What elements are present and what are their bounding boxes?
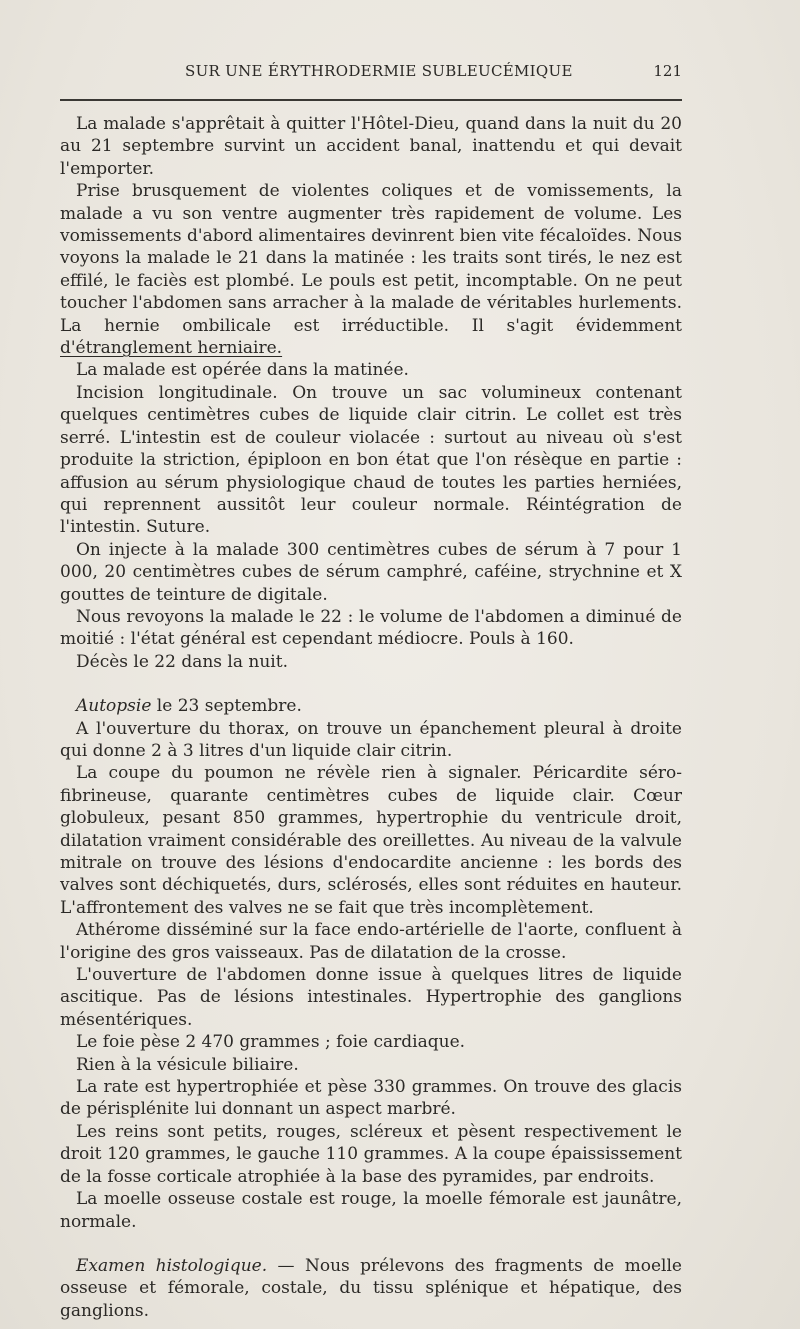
paragraph: Rien à la vésicule biliaire. bbox=[76, 1054, 299, 1075]
paragraph: Le foie pèse 2 470 grammes ; foie cardiaque. bbox=[76, 1032, 466, 1053]
paragraph bbox=[60, 180, 682, 359]
histology-label: Examen histologique. bbox=[76, 1255, 268, 1276]
paragraph: Décès le 22 dans la nuit. bbox=[76, 651, 288, 672]
autopsy-heading bbox=[60, 695, 682, 717]
paragraph: La malade s'apprêtait à quitter l'Hôtel-Dieu, quand dans la nuit du 20 au 21 septembre survint un accident banal, inattendu et qui devait l'emporter. bbox=[60, 114, 682, 179]
autopsy-label: Autopsie bbox=[76, 696, 152, 717]
histology-paragraph bbox=[60, 1255, 682, 1322]
paragraph: La coupe du poumon ne révèle rien à signaler. Péricardite séro-fibrineuse, quarante centimètres cubes de liquide clair. Cœur globuleux, pesant 850 grammes, hypertrophie du ventricule droit, dilatation vraiment considérable des oreillettes. Au niveau de la valvule mitrale on trouve des lésions d'endocardite ancienne : les bords des valves sont déchiquetés, durs, sclérosés, elles sont réduites en hauteur. L'affrontement des valves ne se fait que très incomplètement. bbox=[60, 763, 682, 918]
running-title: SUR UNE ÉRYTHRODERMIE SUBLEUCÉMIQUE bbox=[185, 62, 573, 80]
paragraph: Nous revoyons la malade le 22 : le volume de l'abdomen a diminué de moitié : l'état général est cependant médiocre. Pouls à 160. bbox=[60, 606, 682, 650]
paragraph: Les reins sont petits, rouges, scléreux et pèsent respectivement le droit 120 grammes, le gauche 110 grammes. A la coupe épaississement de la fosse corticale atrophiée à la base des pyramides, par endroits. bbox=[60, 1121, 682, 1187]
page-number: 121 bbox=[653, 62, 682, 80]
autopsy-date: le 23 septembre. bbox=[151, 696, 302, 717]
paragraph: Athérome disséminé sur la face endo-artérielle de l'aorte, confluent à l'origine des gros vaisseaux. Pas de dilatation de la crosse. bbox=[60, 920, 682, 963]
paragraph: A l'ouverture du thorax, on trouve un épanchement pleural à droite qui donne 2 à 3 litres d'un liquide clair citrin. bbox=[60, 718, 682, 761]
body-text bbox=[60, 113, 682, 1322]
histology-text: — Nous prélevons des fragments de moelle osseuse et fémorale, costale, du tissu splénique et hépatique, des ganglions. bbox=[60, 1255, 682, 1321]
paragraph: La rate est hypertrophiée et pèse 330 grammes. On trouve des glacis de périsplénite lui donnant un aspect marbré. bbox=[60, 1077, 682, 1120]
paragraph: La moelle osseuse costale est rouge, la moelle fémorale est jaunâtre, normale. bbox=[60, 1189, 682, 1232]
underlined-phrase: d'étranglement herniaire. bbox=[60, 338, 283, 359]
paragraph: On injecte à la malade 300 centimètres cubes de sérum à 7 pour 1 000, 20 centimètres cubes de sérum camphré, caféine, strychnine et X gouttes de teinture de digitale. bbox=[60, 539, 682, 605]
paragraph-text: Prise brusquement de violentes coliques et de vomissements, la malade a vu son ventre augmenter très rapidement de volume. Les vomissements d'abord alimentaires devinrent bien vite fécaloïdes. Nous voyons la malade le 21 dans la matinée : les traits sont tirés, le nez est effilé, le faciès est plombé. Le pouls est petit, incomptable. On ne peut toucher l'abdomen sans arracher à la malade de véritables hurlements. La hernie ombilicale est irréductible. Il s'agit évidemment bbox=[60, 181, 682, 336]
page-header bbox=[60, 62, 682, 86]
paragraph: Incision longitudinale. On trouve un sac volumineux contenant quelques centimètres cubes de liquide clair citrin. Le collet est très serré. L'intestin est de couleur violacée : surtout au niveau où s'est produite la striction, épiploon en bon état que l'on résèque en partie : affusion au sérum physiologique chaud de toutes les parties herniées, qui reprennent aussitôt leur couleur normale. Réintégration de l'intestin. Suture. bbox=[60, 382, 682, 538]
header-rule bbox=[60, 99, 682, 101]
paragraph: La malade est opérée dans la matinée. bbox=[76, 360, 409, 381]
paragraph: L'ouverture de l'abdomen donne issue à quelques litres de liquide ascitique. Pas de lésions intestinales. Hypertrophie des ganglions mésentériques. bbox=[60, 965, 682, 1030]
